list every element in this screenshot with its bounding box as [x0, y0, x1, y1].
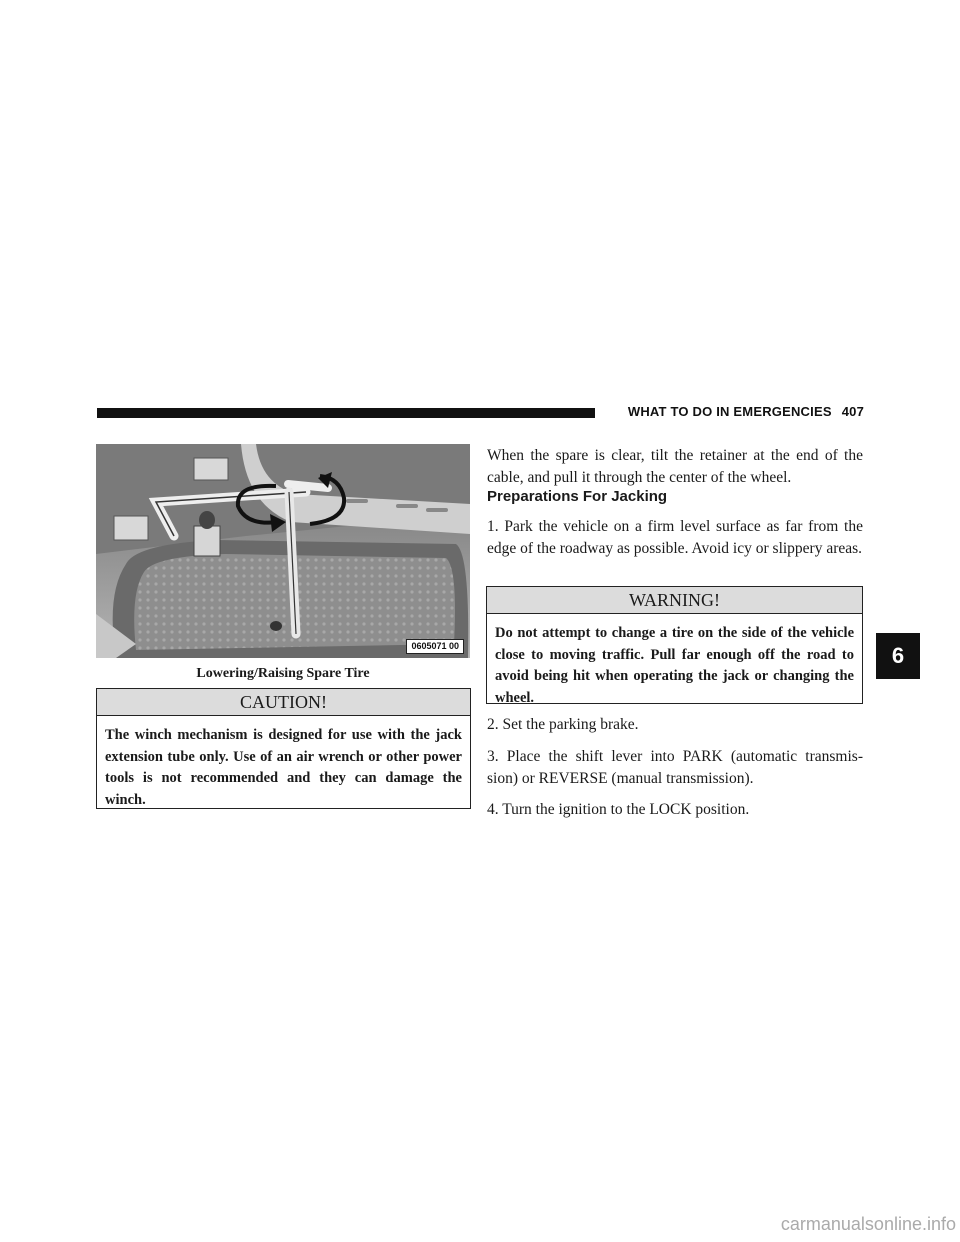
step-3: 3. Place the shift lever into PARK (automatic transmis- sion) or REVERSE (manual transmission).	[487, 748, 863, 787]
figure-caption: Lowering/Raising Spare Tire	[196, 666, 370, 681]
caution-box	[96, 688, 471, 809]
step-1: 1. Park the vehicle on a firm level surface as far from the edge of the roadway as possible. Avoid icy or slippery areas.	[487, 518, 863, 557]
spare-intro-paragraph: When the spare is clear, tilt the retainer at the end of the cable, and pull it through the center of the wheel.	[487, 447, 863, 486]
header-rule	[97, 408, 595, 418]
running-header	[604, 404, 864, 419]
chapter-tab[interactable]: 6	[876, 633, 920, 679]
section-title: WHAT TO DO IN EMERGENCIES	[627, 404, 832, 419]
spare-tire-illustration	[96, 444, 470, 658]
step-4: 4. Turn the ignition to the LOCK position.	[487, 801, 750, 818]
figure-code: 0605071 00	[406, 639, 464, 654]
warning-title: WARNING!	[487, 587, 862, 614]
warning-box	[486, 586, 863, 704]
page-number: 407	[841, 404, 864, 419]
step-2: 2. Set the parking brake.	[487, 716, 639, 733]
warning-text: Do not attempt to change a tire on the side of the vehicle close to moving traffic. Pull far enough off the road to avoid being hit when operating the jack or changing the wheel.	[495, 625, 854, 706]
site-watermark: carmanualsonline.info	[780, 1214, 956, 1234]
spare-tire-photo	[96, 444, 470, 658]
caution-text: The winch mechanism is designed for use with the jack extension tube only. Use of an air wrench or other power tools is not recommended and they can damage the winch.	[105, 727, 462, 808]
section-heading: Preparations For Jacking	[487, 488, 668, 505]
caution-title: CAUTION!	[97, 689, 470, 716]
